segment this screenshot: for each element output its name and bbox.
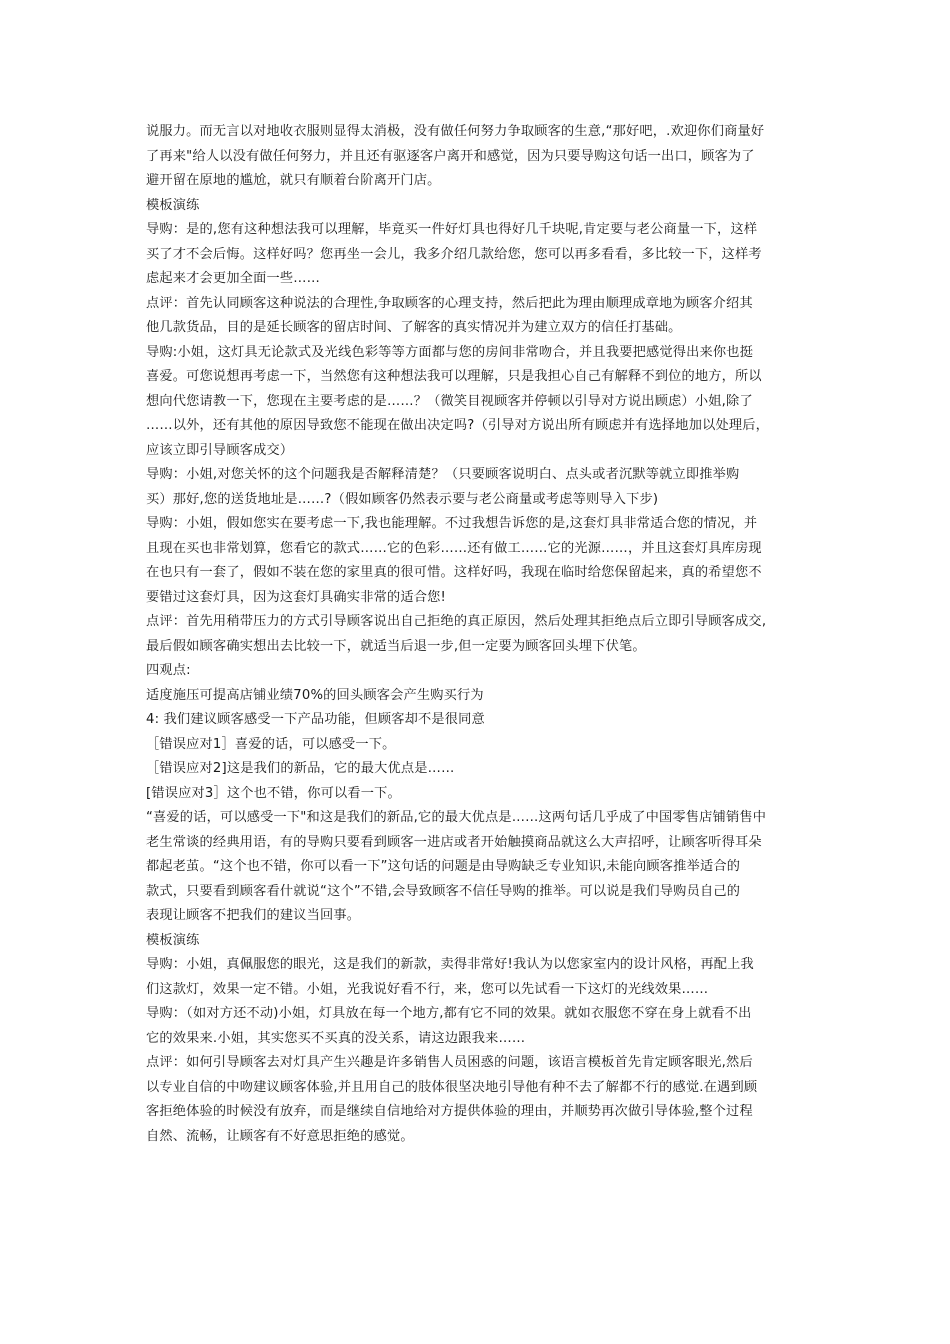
text-line: 要错过这套灯具，因为这套灯具确实非常的适合您! [146, 589, 447, 605]
text-line: 以专业自信的中吻建议顾客体验,并且用自己的肢体很坚决地引导他有种不去了解都不行的感觉.在遇到顾 [146, 1079, 758, 1095]
text-line: 导购：（如对方还不动)小姐，灯具放在每一个地方,都有它不同的效果。就如衣服您不穿在身上就看不出 [146, 1006, 752, 1021]
text-line: 最后假如顾客确实想出去比较一下，就适当后退一步,但一定要为顾客回头埋下伏笔。 [146, 638, 646, 654]
text-line: 老生常谈的经典用语，有的导购只要看到顾客一进店或者开始触摸商品就这么大声招呼，让顾客听得耳朵 [146, 834, 762, 850]
text-line: 都起老茧。“这个也不错，你可以看一下”这句话的问题是由导购缺乏专业知识,未能向顾客推举适合的 [146, 859, 741, 874]
text-line: 买了才不会后悔。这样好吗？您再坐一会儿，我多介绍几款给您，您可以再多看看，多比较一下，这样考 [146, 246, 762, 262]
text-line: 买）那好,您的送货地址是……?（假如顾客仍然表示要与老公商量或考虑等则导入下步) [146, 491, 659, 507]
text-line: 说服力。而无言以对地收衣服则显得太消极，没有做任何努力争取顾客的生意,“那好吧，.欢迎你们商量好 [146, 124, 765, 139]
text-line: 想向代您请教一下，您现在主要考虑的是……？（微笑目视顾客并停顿以引导对方说出顾虑）小姐,除了 [146, 393, 753, 409]
text-line: 在也只有一套了，假如不装在您的家里真的很可惜。这样好吗，我现在临时给您保留起来，真的希望您不 [146, 565, 762, 580]
text-line: 点评：首先用稍带压力的方式引导顾客说出自己拒绝的真正原因，然后处理其拒绝点后立即引导顾客成交, [146, 614, 767, 629]
text-line: 点评：首先认同顾客这种说法的合理性,争取顾客的心理支持，然后把此为理由顺理成章地为顾客介绍其 [146, 295, 753, 311]
text-line: ［错误应对2]这是我们的新品，它的最大优点是…… [146, 761, 455, 776]
text-line: 了再来"给人以没有做任何努力，并且还有驱逐客户离开和感觉，因为只要导购这句话一出口，顾客为了 [146, 148, 755, 164]
document-body [146, 120, 822, 1149]
text-line: 客拒绝体验的时候没有放弃，而是继续自信地给对方提供体验的理由，并顺势再次做引导体验,整个过程 [146, 1104, 753, 1119]
text-line: 应该立即引导顾客成交） [146, 442, 294, 458]
section-heading: 四观点: [146, 663, 191, 678]
text-line: 自然、流畅，让顾客有不好意思拒绝的感觉。 [146, 1128, 414, 1144]
text-line: 表现让顾客不把我们的建议当回事。 [146, 908, 361, 923]
text-line: 虑起来才会更加全面一些…… [146, 271, 321, 286]
section-heading: 4: 我们建议顾客感受一下产品功能，但顾客却不是很同意 [146, 712, 485, 727]
text-line: ［错误应对1］喜爱的话，可以感受一下。 [146, 736, 396, 752]
text-line: ……以外，还有其他的原因导致您不能现在做出决定吗?（引导对方说出所有顾虑并有选择地加以处理后， [146, 418, 770, 433]
text-line: 导购：小姐,对您关怀的这个问题我是否解释清楚？（只要顾客说明白、点头或者沉默等就立即推举购 [146, 467, 740, 482]
text-line: 避开留在原地的尴尬，就只有顺着台阶离开门店。 [146, 173, 441, 188]
text-line: 导购：是的,您有这种想法我可以理解，毕竟买一件好灯具也得好几千块呢,肯定要与老公商量一下，这样 [146, 222, 758, 237]
text-line: 们这款灯，效果一定不错。小姐，光我说好看不行，来，您可以先试看一下这灯的光线效果…… [146, 981, 709, 997]
text-line: 他几款货品，目的是延长顾客的留店时间、了解客的真实情况并为建立双方的信任打基础。 [146, 320, 682, 335]
text-line: [错误应对3］这个也不错，你可以看一下。 [146, 785, 401, 801]
text-line: 它的效果来.小姐，其实您买不买真的没关系，请这边跟我来…… [146, 1030, 526, 1046]
text-line: “喜爱的话，可以感受一下"和这是我们的新品,它的最大优点是……这两句话几乎成了中国零售店铺销售中 [146, 810, 767, 825]
section-heading: 模板演练 [146, 932, 200, 948]
text-line: 导购：小姐，真佩服您的眼光，这是我们的新款，卖得非常好!我认为以您家室内的设计风格，再配上我 [146, 957, 754, 972]
text-line: 款式，只要看到顾客看什就说“这个”不错,会导致顾客不信任导购的推举。可以说是我们导购员自己的 [146, 883, 741, 899]
text-line: 点评：如何引导顾客去对灯具产生兴趣是许多销售人员困惑的问题，该语言模板首先肯定顾客眼光,然后 [146, 1055, 753, 1070]
text-line: 导购：小姐，假如您实在要考虑一下,我也能理解。不过我想告诉您的是,这套灯具非常适合您的情况，并 [146, 516, 758, 531]
section-heading: 模板演练 [146, 197, 200, 213]
text-line: 且现在买也非常划算，您看它的款式……它的色彩……还有做工……它的光源……，并且这套灯具库房现 [146, 540, 762, 556]
text-line: 导购:小姐，这灯具无论款式及光线色彩等等方面都与您的房间非常吻合，并且我要把感觉得出来你也挺 [146, 344, 754, 360]
text-line: 适度施压可提高店铺业绩70%的回头顾客会产生购买行为 [146, 687, 484, 703]
text-line: 喜爱。可您说想再考虑一下，当然您有这种想法我可以理解，只是我担心自己有解释不到位的地方，所以 [146, 369, 762, 384]
